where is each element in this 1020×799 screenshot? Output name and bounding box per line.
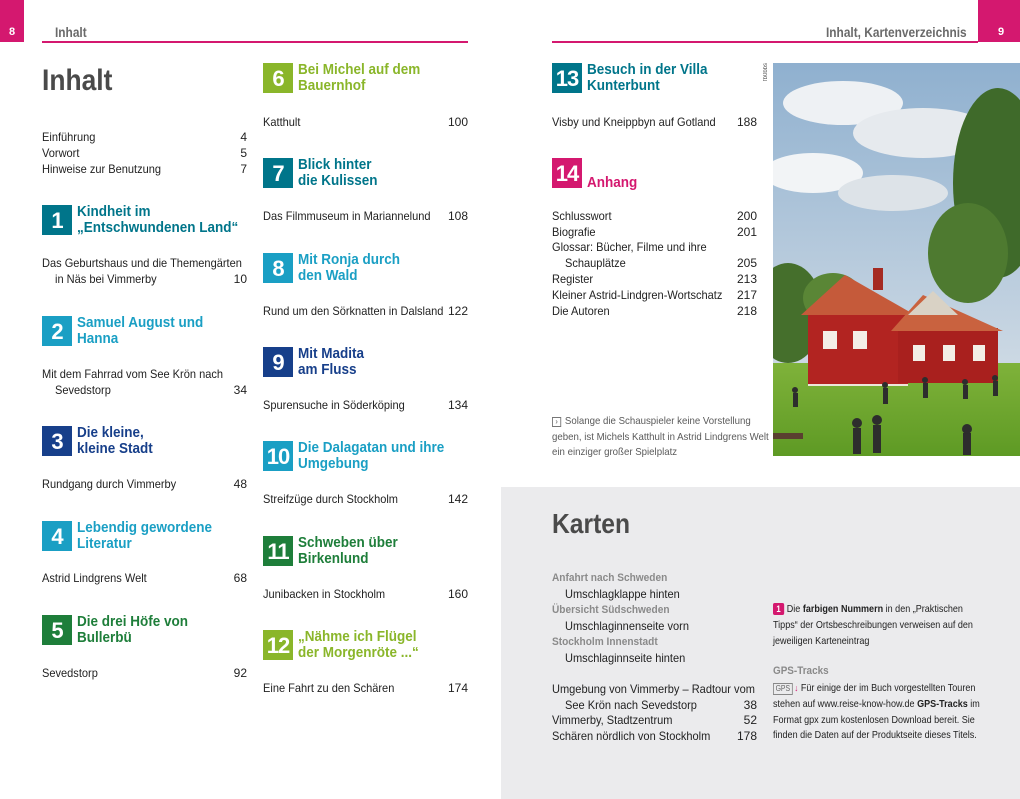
chapter-number-badge: 10 [263, 441, 293, 471]
toc-entry-title: Vorwort [42, 146, 80, 160]
toc-entry-title: Junibacken in Stockholm [263, 587, 386, 601]
toc-entry[interactable] [552, 208, 757, 224]
chapter-title: Schweben über Birkenlund [298, 534, 398, 567]
map-entry-title: Umgebung von Vimmerby – Radtour vom [552, 682, 755, 696]
chapter-number-badge: 3 [42, 426, 72, 456]
toc-entry-title: Mit dem Fahrrad vom See Krön nach [42, 367, 224, 381]
chapter-heading-2[interactable] [42, 316, 247, 350]
toc-entry-page: 205 [736, 256, 757, 270]
map-entry[interactable] [552, 681, 757, 697]
chapter-heading-10[interactable] [263, 441, 468, 475]
toc-entry-page: 217 [736, 288, 757, 302]
chapter-heading-8[interactable] [263, 253, 468, 287]
toc-entry-title: Visby und Kneippbyn auf Gotland [552, 115, 716, 129]
chapter-number-badge: 11 [263, 536, 293, 566]
map-entry-page: 178 [736, 729, 757, 743]
toc-entry[interactable] [263, 680, 468, 696]
toc-entry-page: 92 [233, 666, 247, 680]
toc-entry-page: 4 [240, 130, 247, 144]
photo-credit: fb0bbs [763, 63, 769, 82]
chapter-number-badge: 8 [263, 253, 293, 283]
toc-entry[interactable] [552, 303, 757, 319]
chapter-number-badge: 1 [42, 205, 72, 235]
karten-title: Karten [552, 508, 631, 539]
toc-entry[interactable] [552, 224, 757, 240]
gps-tracks-heading: GPS-Tracks [773, 665, 829, 677]
toc-entry[interactable] [42, 476, 247, 492]
toc-entry-title: Hinweise zur Benutzung [42, 162, 162, 176]
chapter-title: Anhang [587, 174, 638, 191]
header-rule-left [42, 41, 468, 43]
chapter-heading-11[interactable] [263, 536, 468, 570]
toc-entry-title: Das Filmmuseum in Mariannelund [263, 209, 431, 223]
chapter-title: Die drei Höfe von Bullerbü [77, 613, 189, 646]
chapter-title: Besuch in der Villa Kunterbunt [587, 61, 708, 94]
toc-entry-title: Katthult [263, 115, 301, 129]
toc-entry-page: 188 [736, 115, 757, 129]
chapter-heading-1[interactable] [42, 205, 247, 239]
toc-entry-title: Glossar: Bücher, Filme und ihre [552, 240, 707, 254]
toc-entry[interactable] [552, 255, 757, 271]
map-group-heading: Stockholm Innenstadt [552, 636, 658, 648]
toc-entry-page: 10 [233, 272, 247, 286]
chapter-number-badge: 2 [42, 316, 72, 346]
map-numbers-note: 1 Die farbigen Nummern in den „Praktischen Tipps“ der Ortsbeschreibungen verweisen auf den jeweiligen Karteneintrag [773, 603, 973, 647]
toc-entry-title: Kleiner Astrid-Lindgren-Wortschatz [552, 288, 723, 302]
toc-entry-page: 100 [447, 115, 468, 129]
photo-katthult [773, 63, 1020, 456]
toc-entry[interactable] [552, 114, 757, 130]
chapter-number-badge: 13 [552, 63, 582, 93]
toc-entry-title: Schlusswort [552, 209, 612, 223]
chapter-title: Bei Michel auf dem Bauernhof [298, 61, 421, 94]
chapter-heading-9[interactable] [263, 347, 468, 381]
map-entry[interactable] [552, 712, 757, 728]
gps-tracks-note: GPS ↓ Für einige der im Buch vorgestellten Touren stehen auf www.reise-know-how.de GPS-Tracks im Format gpx zum kostenlosen Download bereit. Sie finden die Daten auf der Produktseite dieses Titels. [773, 682, 980, 742]
chapter-heading-14[interactable] [552, 158, 757, 192]
toc-entry[interactable] [263, 303, 468, 319]
toc-entry-page: 174 [447, 681, 468, 695]
chapter-title: Die kleine, kleine Stadt [77, 424, 153, 457]
photo-caption: › Solange die Schauspieler keine Vorstellung geben, ist Michels Katthult in Astrid Lindgrens Welt ein einziger großer Spielplatz [552, 415, 769, 458]
chapter-number-badge: 12 [263, 630, 293, 660]
toc-entry-title: Astrid Lindgrens Welt [42, 571, 147, 585]
toc-entry[interactable] [552, 271, 757, 287]
running-head-right: Inhalt, Kartenverzeichnis [826, 25, 967, 40]
toc-entry[interactable] [263, 208, 468, 224]
toc-entry-title: Die Autoren [552, 304, 610, 318]
map-entry[interactable] [552, 650, 757, 666]
toc-entry-title: Einführung [42, 130, 96, 144]
toc-entry-page: 201 [736, 225, 757, 239]
toc-entry-title: Rundgang durch Vimmerby [42, 477, 177, 491]
toc-entry-page: 142 [447, 492, 468, 506]
header-rule-right [552, 41, 978, 43]
caption-arrow-icon: › [552, 417, 561, 427]
running-head-left: Inhalt [55, 25, 87, 40]
toc-entry-page: 200 [736, 209, 757, 223]
toc-entry-title: in Näs bei Vimmerby [55, 272, 157, 286]
map-entry[interactable] [552, 697, 757, 713]
toc-entry[interactable] [42, 382, 247, 398]
chapter-title: Samuel August und Hanna [77, 314, 204, 347]
toc-entry[interactable] [42, 271, 247, 287]
toc-entry-page: 68 [233, 571, 247, 585]
toc-entry-page: 108 [447, 209, 468, 223]
toc-entry-title: Sevedstorp [55, 383, 111, 397]
chapter-title: Lebendig gewordene Literatur [77, 519, 213, 552]
page-title: Inhalt [42, 64, 113, 97]
map-entry-title: Schären nördlich von Stockholm [552, 729, 711, 743]
chapter-title: „Nähme ich Flügel der Morgenröte ...“ [298, 628, 419, 661]
toc-entry-title: Sevedstorp [42, 666, 98, 680]
map-entry-title: Vimmerby, Stadtzentrum [552, 713, 673, 727]
toc-entry-title: Spurensuche in Söderköping [263, 398, 405, 412]
toc-entry[interactable] [552, 287, 757, 303]
toc-entry-title: Schauplätze [565, 256, 626, 270]
toc-entry-page: 122 [447, 304, 468, 318]
chapter-title: Mit Madita am Fluss [298, 345, 365, 378]
toc-entry[interactable] [42, 129, 247, 145]
toc-entry-title: Biografie [552, 225, 596, 239]
toc-entry-page: 48 [233, 477, 247, 491]
toc-entry-title: Rund um den Sörknatten in Dalsland [263, 304, 444, 318]
chapter-number-badge: 7 [263, 158, 293, 188]
toc-entry-page: 134 [447, 398, 468, 412]
map-entry-title: Umschlagklappe hinten [565, 587, 680, 601]
toc-entry-page: 213 [736, 272, 757, 286]
toc-entry-page: 34 [233, 383, 247, 397]
chapter-heading-4[interactable] [42, 521, 247, 555]
toc-entry[interactable] [42, 255, 247, 271]
map-group-heading: Übersicht Südschweden [552, 604, 670, 616]
toc-entry-page: 7 [240, 162, 247, 176]
toc-entry[interactable] [42, 570, 247, 586]
chapter-title: Kindheit im „Entschwundenen Land“ [77, 203, 239, 236]
chapter-title: Die Dalagatan und ihre Umgebung [298, 439, 445, 472]
chapter-number-badge: 9 [263, 347, 293, 377]
gps-icon: GPS [773, 683, 793, 695]
map-entry-title: See Krön nach Sevedstorp [565, 698, 697, 712]
chapter-heading-12[interactable] [263, 630, 468, 664]
toc-entry[interactable] [263, 586, 468, 602]
map-entry[interactable] [552, 618, 757, 634]
toc-entry-page: 5 [240, 146, 247, 160]
number-badge-icon: 1 [773, 603, 784, 615]
page-number-right: 9 [978, 0, 1020, 42]
toc-entry-title: Eine Fahrt zu den Schären [263, 681, 395, 695]
chapter-heading-13[interactable] [552, 63, 757, 97]
chapter-number-badge: 6 [263, 63, 293, 93]
download-arrow-icon: ↓ [794, 683, 799, 693]
chapter-heading-5[interactable] [42, 615, 247, 649]
chapter-heading-3[interactable] [42, 426, 247, 460]
chapter-heading-6[interactable] [263, 63, 468, 97]
toc-entry[interactable] [42, 366, 247, 382]
chapter-number-badge: 5 [42, 615, 72, 645]
toc-entry[interactable] [263, 114, 468, 130]
toc-entry-title: Streifzüge durch Stockholm [263, 492, 399, 506]
toc-entry[interactable] [552, 239, 757, 255]
toc-entry[interactable] [42, 145, 247, 161]
map-entry[interactable] [552, 728, 757, 744]
map-entry-title: Umschlaginnenseite vorn [565, 619, 689, 633]
map-entry-page: 38 [743, 698, 757, 712]
chapter-number-badge: 14 [552, 158, 582, 188]
toc-entry-page: 218 [736, 304, 757, 318]
toc-entry[interactable] [263, 397, 468, 413]
toc-entry[interactable] [42, 665, 247, 681]
chapter-heading-7[interactable] [263, 158, 468, 192]
page-number-left: 8 [0, 0, 24, 42]
chapter-title: Blick hinter die Kulissen [298, 156, 378, 189]
toc-entry-page: 160 [447, 587, 468, 601]
toc-entry[interactable] [263, 491, 468, 507]
chapter-title: Mit Ronja durch den Wald [298, 251, 400, 284]
map-entry-title: Umschlaginnseite hinten [565, 651, 686, 665]
toc-entry-title: Das Geburtshaus und die Themengärten [42, 256, 242, 270]
toc-entry[interactable] [42, 161, 247, 177]
map-entry[interactable] [552, 586, 757, 602]
chapter-number-badge: 4 [42, 521, 72, 551]
toc-entry-title: Register [552, 272, 594, 286]
map-entry-page: 52 [743, 713, 757, 727]
map-group-heading: Anfahrt nach Schweden [552, 572, 668, 584]
